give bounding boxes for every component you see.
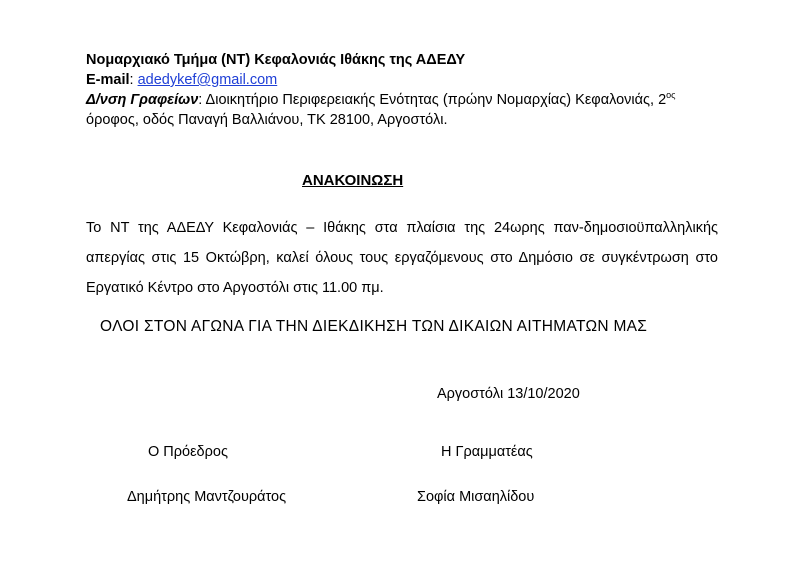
body-line-2: απεργίας στις 15 Οκτώβρη, καλεί όλους τους εργαζόμενους στο Δημόσιο σε συγκέντρωση στο xyxy=(86,250,718,266)
email-line xyxy=(86,72,277,89)
announcement-title: ΑΝΑΚΟΙΝΩΣΗ xyxy=(302,172,404,189)
email-label: E-mail xyxy=(86,72,130,88)
secretary-title: Η Γραμματέας xyxy=(441,444,533,460)
president-title: Ο Πρόεδρος xyxy=(148,444,228,460)
body-line-3: Εργατικό Κέντρο στο Αργοστόλι στις 11.00 πμ. xyxy=(86,280,384,296)
secretary-name: Σοφία Μισαηλίδου xyxy=(417,489,535,505)
org-title: Νομαρχιακό Τμήμα (ΝΤ) Κεφαλονιάς Ιθάκης της ΑΔΕΔΥ xyxy=(86,52,466,68)
place-date: Αργοστόλι 13/10/2020 xyxy=(437,386,580,402)
address-label: Δ/νση Γραφείων xyxy=(86,92,199,108)
address-line-2: όροφος, οδός Παναγή Βαλλιάνου, ΤΚ 28100, Αργοστόλι. xyxy=(86,112,448,128)
address-text: : Διοικητήριο Περιφερειακής Ενότητας (πρώην Νομαρχίας) Κεφαλονιάς, 2 xyxy=(198,92,667,108)
president-name: Δημήτρης Μαντζουράτος xyxy=(127,489,287,505)
address-line xyxy=(86,92,675,109)
body-line-1: Το ΝΤ της ΑΔΕΔΥ Κεφαλονιάς – Ιθάκης στα πλαίσια της 24ωρης παν-δημοσιοϋπαλληλικής xyxy=(86,220,718,236)
address-ordinal: ος xyxy=(666,90,676,101)
email-link[interactable]: adedykef@gmail.com xyxy=(137,72,278,88)
email-separator: : xyxy=(129,72,138,88)
slogan: ΟΛΟΙ ΣΤΟΝ ΑΓΩΝΑ ΓΙΑ ΤΗΝ ΔΙΕΚΔΙΚΗΣΗ ΤΩΝ ΔΙΚΑΙΩΝ ΑΙΤΗΜΑΤΩΝ ΜΑΣ xyxy=(100,318,648,335)
